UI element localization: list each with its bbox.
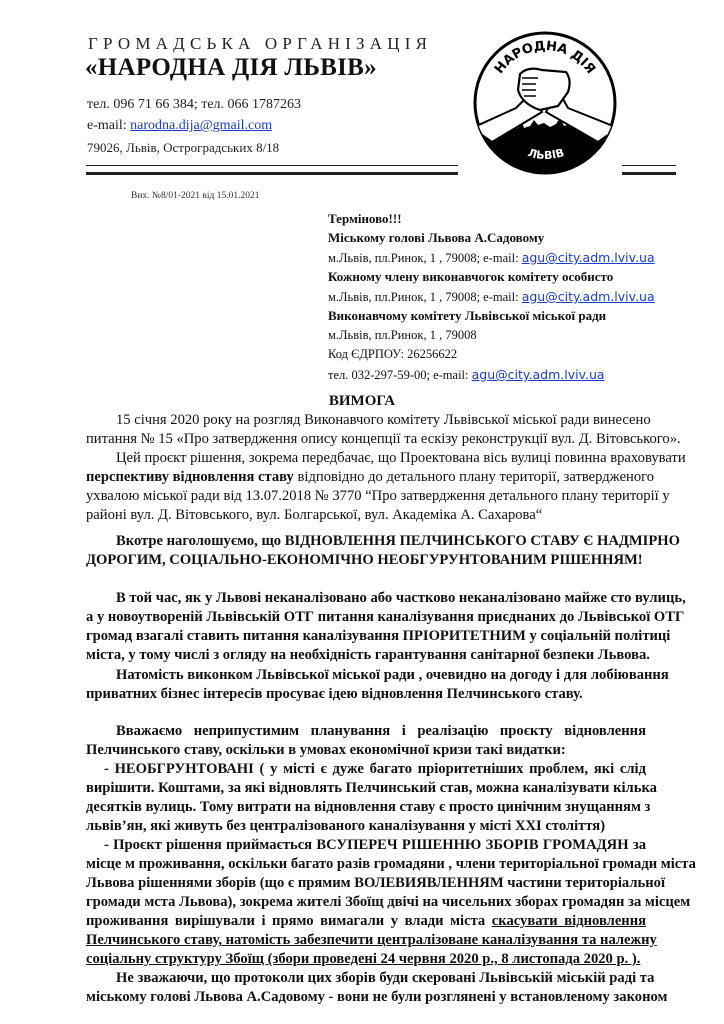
org-logo <box>472 30 618 176</box>
p6-line: Вважаємо неприпустимим планування і реалізацію проєкту відновлення <box>116 723 646 739</box>
p2-bold-phrase: перспективу відновлення ставу <box>86 469 294 485</box>
bullet-item-1 <box>86 760 657 836</box>
committee-phone-line <box>328 367 605 383</box>
p4-line: а у новоутвореній Львівській ОТГ питання каналізування приєднаних до Львівської ОТГ <box>86 609 685 625</box>
logo-bottom-text: ЛЬВІВ <box>526 146 566 163</box>
p4-line: В той час, як у Львові неканалізовано або частково неканалізовано майже сто вулиць, <box>116 590 686 606</box>
outgoing-reference: Вих. №8/01-2021 від 15.01.2021 <box>131 191 260 201</box>
paragraph-3-emphasis <box>86 532 680 570</box>
p4-line: міста, у тому числі з огляду на необхідність гарантування санітарної безпеки Львова. <box>86 647 650 663</box>
p2-line <box>86 468 655 487</box>
addressee-committee-members: Кожному члену виконавчогок комітету особисто <box>328 269 614 284</box>
mayor-address <box>328 250 655 266</box>
header-rule-thick <box>86 172 458 175</box>
bullet2-underlined-demand: соціальну структуру Збоїщ (збори проведені 24 червня 2020 р., 8 листопада 2020 р. ). <box>86 951 641 967</box>
addressee-mayor: Міському голові Львова А.Садовому <box>328 230 545 245</box>
p2-line: ухвалою міської ради від 13.07.2018 № 3770 “Про затвердження детального плану території у <box>86 488 670 504</box>
members-address <box>328 289 655 305</box>
document-title: ВИМОГА <box>328 393 396 409</box>
org-type-heading: ГРОМАДСЬКА ОРГАНІЗАЦІЯ <box>88 34 433 53</box>
paragraph-5 <box>86 666 669 704</box>
bullet2-underlined-demand: Пелчинського ставу, натомість забезпечити централізоване каналізування та належну <box>86 932 657 948</box>
bullet2-line: Львова рішеннями зборів (що є прямим ВОЛЕВИЯВЛЕННЯМ частини територіальної <box>86 875 666 891</box>
org-phones: тел. 096 71 66 384; тел. 066 1787263 <box>87 97 302 112</box>
p6-line: Пелчинського ставу, оскільки в умовах економічної кризи такі видатки: <box>86 742 566 758</box>
org-address: 79026, Львів, Остроградських 8/18 <box>87 140 280 155</box>
header-rule-thick-right <box>622 172 676 175</box>
mayor-address-text: м.Львів, пл.Ринок, 1 , 79008; e-mail: <box>328 251 522 265</box>
bullet-item-2 <box>86 836 696 969</box>
p3-line: ДОРОГИМ, СОЦІАЛЬНО-ЕКОНОМІЧНО НЕОБГУРУНТОВАНИМ РІШЕННЯМ! <box>86 552 643 568</box>
org-email-link[interactable]: narodna.dija@gmail.com <box>130 118 273 133</box>
header-rule-thin <box>86 165 458 166</box>
committee-code: Код ЄДРПОУ: 26256622 <box>328 347 458 361</box>
urgent-label: Терміново!!! <box>328 211 402 226</box>
p4-line: громад взагалі ставить питання каналізування ПРІОРИТЕТНИМ у соціальній політиці <box>86 628 671 644</box>
committee-address: м.Львів, пл.Ринок, 1 , 79008 <box>328 328 477 342</box>
members-address-text: м.Львів, пл.Ринок, 1 , 79008; e-mail: <box>328 290 522 304</box>
paragraph-4 <box>86 589 686 665</box>
paragraph-2 <box>86 449 686 525</box>
bullet1-line: десятків вулиць. Тому витрати на відновлення ставу є просто цинічним знущанням з <box>86 799 651 815</box>
committee-email-link[interactable]: agu@city.adm.lviv.ua <box>471 367 605 382</box>
p1-line: 15 січня 2020 року на розгляд Виконавчого комітету Львівської міської ради винесено <box>116 412 651 428</box>
org-name-heading: «НАРОДНА ДІЯ ЛЬВІВ» <box>85 54 377 81</box>
members-email-link[interactable]: agu@city.adm.lviv.ua <box>521 289 655 304</box>
p2-rest: відповідно до детального плану території, затвердженого <box>293 469 655 485</box>
committee-phone-text: тел. 032-297-59-00; e-mail: <box>328 368 472 382</box>
paragraph-1 <box>86 411 681 449</box>
bullet1-line: львів’ян, які живуть без централізованого каналізування у місті XXI століття) <box>86 818 606 834</box>
bullet2-line <box>86 950 646 969</box>
logo-top-text: НАРОДНА ДІЯ <box>492 38 598 77</box>
p2-line: районі вул. Д. Вітовського, вул. Болгарської, вул. Академіка А. Сахарова“ <box>86 507 543 523</box>
p7-line: Не зважаючи, що протоколи цих зборів буди скеровані Львівській міській раді та <box>116 970 655 986</box>
bullet2-line <box>86 931 657 950</box>
bullet2-line: - Проєкт рішення приймається ВСУПЕРЕЧ РІШЕННЮ ЗБОРІВ ГРОМАДЯН за <box>104 837 646 853</box>
paragraph-6 <box>86 722 646 760</box>
org-email-line <box>87 118 272 134</box>
bullet2-line: місце м проживання, оскільки багато разів громадяни , члени територіальної громади міста <box>86 856 696 872</box>
p7-line: міському голові Львова А.Садовому - вони не були розглянені у встановленому законом <box>86 989 668 1005</box>
bullet1-line: - НЕОБГРУНТОВАНІ ( у місті є дуже багато пріоритетніших проблем, які слід <box>104 761 646 777</box>
addressee-executive-committee: Виконавчому комітету Львівської міської ради <box>328 308 607 323</box>
bullet1-line: вирішити. Коштами, за які відновлять Пелчинський став, можна каналізувати кілька <box>86 780 657 796</box>
bullet2-underlined-demand: скасувати відновлення <box>491 913 647 929</box>
bullet2-line: громади мста Львова), зокрема жителі Збоїщ двічі на чисельних зборах громадян за місцем <box>86 894 691 910</box>
p3-line: Вкотре наголошуємо, що ВІДНОВЛЕННЯ ПЕЛЧИНСЬКОГО СТАВУ Є НАДМІРНО <box>116 533 680 549</box>
mayor-email-link[interactable]: agu@city.adm.lviv.ua <box>521 250 655 265</box>
bullet2-plain-text: проживання вирішували і прямо вимагали у влади міста <box>86 913 492 929</box>
p2-line: Цей проєкт рішення, зокрема передбачає, що Проектована вісь вулиці повинна враховувати <box>116 450 686 466</box>
p5-line: приватних бізнес інтересів просуває ідею відновлення Пелчинського ставу. <box>86 686 583 702</box>
paragraph-7 <box>86 969 668 1007</box>
bullet2-line <box>86 912 646 931</box>
org-email-label: e-mail: <box>87 118 131 133</box>
p5-line: Натомість виконком Львівської міської ради , очевидно на догоду і для лобіювання <box>116 667 669 683</box>
p1-line: питання № 15 «Про затвердження опису концепції та ескізу реконструкції вул. Д. Вітовського». <box>86 431 681 447</box>
header-rule-thin-right <box>622 165 676 166</box>
